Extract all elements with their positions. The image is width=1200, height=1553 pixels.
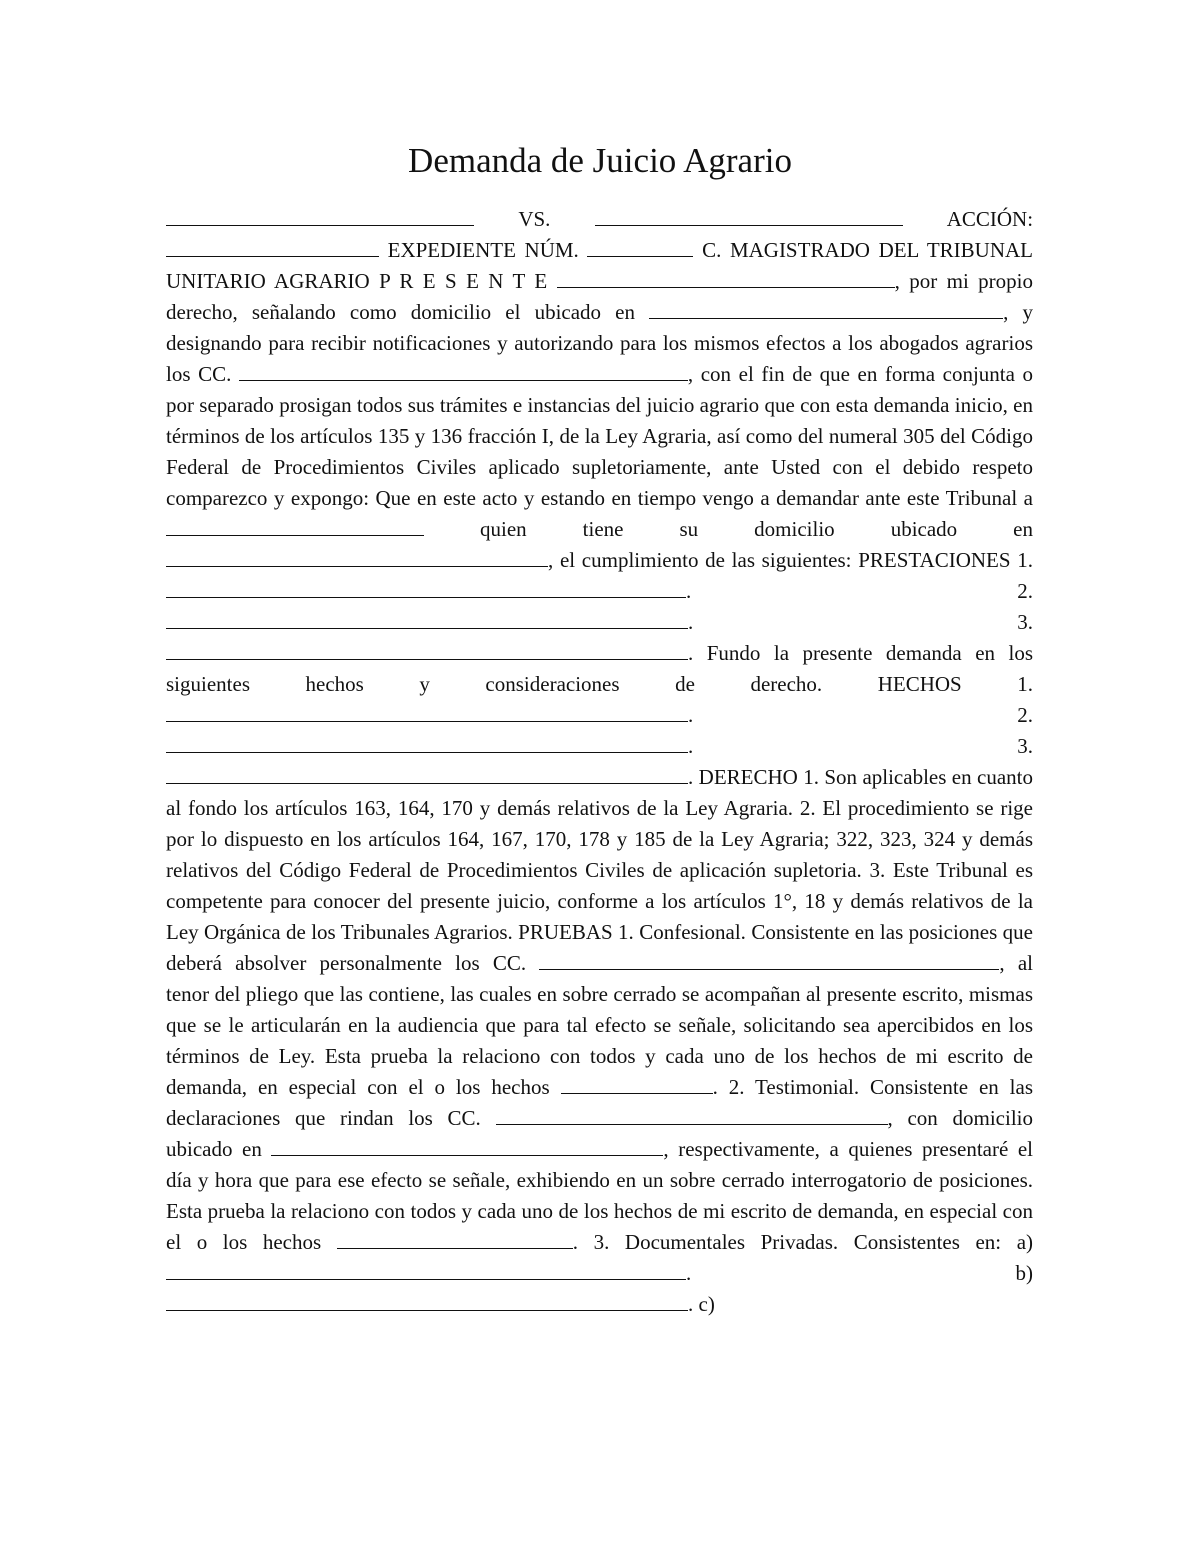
prestacion-number-2: 2. bbox=[1017, 579, 1033, 603]
text-cumplimiento: , el cumplimiento de las siguientes: PRESTACIONES bbox=[548, 548, 1011, 572]
text-accion: ACCIÓN: bbox=[946, 207, 1034, 231]
text-fundo: . Fundo la presente demanda en los siguientes hechos y consideraciones de derecho. HECHOS bbox=[166, 641, 1033, 696]
prestacion-number-3: 3. bbox=[1017, 610, 1033, 634]
text-period: . bbox=[688, 703, 694, 727]
blank-domicilio-testigos[interactable] bbox=[271, 1137, 663, 1156]
text-derecho-propio: por mi propio derecho, señalando como domicilio el ubicado en bbox=[166, 269, 1034, 324]
text-expediente: EXPEDIENTE NÚM. bbox=[387, 238, 579, 262]
blank-domicilio-actor[interactable] bbox=[649, 300, 1003, 319]
blank-confesional-hechos[interactable] bbox=[561, 1075, 713, 1094]
blank-prestacion-2[interactable] bbox=[166, 610, 688, 629]
text-con-domicilio: , con domicilio ubicado en bbox=[166, 1106, 1033, 1161]
blank-testigos[interactable] bbox=[496, 1106, 888, 1125]
blank-prestacion-3[interactable] bbox=[166, 641, 688, 660]
blank-demandado-header[interactable] bbox=[595, 207, 903, 226]
hecho-number-1: 1. bbox=[1017, 672, 1034, 696]
prestacion-number-1: 1. bbox=[1017, 548, 1034, 572]
hecho-number-3: 3. bbox=[1017, 734, 1033, 758]
blank-actor[interactable] bbox=[166, 207, 474, 226]
document-title: Demanda de Juicio Agrario bbox=[408, 141, 792, 180]
text-testimonial: . 2. Testimonial. Consistente en las declaraciones que rindan los CC. bbox=[166, 1075, 1034, 1130]
blank-prestacion-1[interactable] bbox=[166, 579, 686, 598]
blank-documental-b[interactable] bbox=[166, 1292, 688, 1311]
text-vs: VS. bbox=[518, 207, 551, 231]
blank-domicilio-demandado[interactable] bbox=[166, 548, 548, 567]
blank-testimonial-hechos[interactable] bbox=[337, 1230, 573, 1249]
text-respectivamente: , respectivamente, a quienes presentaré el día y hora que para ese efecto se señale, exhibiendo en un sobre cerrado interrogatorio de posiciones. Esta prueba la relaciono con todos y cada uno de los hechos de mi escrito de demanda, en especial con el o los hechos bbox=[166, 1137, 1034, 1254]
text-period: . bbox=[686, 579, 692, 603]
text-documentales: . 3. Documentales Privadas. Consistentes en: a) bbox=[572, 1230, 1034, 1254]
blank-documental-a[interactable] bbox=[166, 1261, 686, 1280]
blank-hecho-2[interactable] bbox=[166, 734, 688, 753]
text-period: . bbox=[688, 734, 694, 758]
document-body bbox=[166, 204, 1033, 1320]
blank-hecho-1[interactable] bbox=[166, 703, 688, 722]
blank-demandado[interactable] bbox=[166, 517, 424, 536]
text-c: . c) bbox=[688, 1292, 715, 1316]
text-comma: , bbox=[894, 269, 900, 293]
text-tenor-pliego: , al tenor del pliego que las contiene, las cuales en sobre cerrado se acompañan al presente escrito, mismas que se le articularán en la audiencia que para tal efecto se señale, solicitando sea apercibidos en los términos de Ley. Esta prueba la relaciono con todos y cada uno de los hechos de mi escrito de demanda, en especial con el o los hechos bbox=[166, 951, 1034, 1099]
blank-promovente[interactable] bbox=[557, 269, 895, 288]
text-quien-domicilio: quien tiene su domicilio ubicado en bbox=[480, 517, 1033, 541]
blank-confesional-cc[interactable] bbox=[539, 951, 999, 970]
text-designando: , y designando para recibir notificaciones y autorizando para los mismos efectos a los abogados agrarios los CC. bbox=[166, 300, 1034, 386]
blank-hecho-3[interactable] bbox=[166, 765, 688, 784]
blank-abogados[interactable] bbox=[239, 362, 688, 381]
blank-expediente[interactable] bbox=[587, 238, 693, 257]
hecho-number-2: 2. bbox=[1017, 703, 1033, 727]
text-magistrado: C. MAGISTRADO DEL TRIBUNAL UNITARIO AGRARIO P R E S E N T E bbox=[166, 238, 1034, 293]
text-b: . b) bbox=[686, 1261, 1033, 1285]
blank-accion[interactable] bbox=[166, 238, 379, 257]
text-fin-conjunta: , con el fin de que en forma conjunta o por separado prosigan todos sus trámites e instancias del juicio agrario que con esta demanda inicio, en términos de los artículos 135 y 136 fracción I, de la Ley Agraria, así como del numeral 305 del Código Federal de Procedimientos Civiles aplicado supletoriamente, ante Usted con el debido respeto comparezco y expongo: Que en este acto y estando en tiempo vengo a demandar ante este Tribunal a bbox=[166, 362, 1034, 510]
text-derecho: . DERECHO 1. Son aplicables en cuanto al fondo los artículos 163, 164, 170 y demás relativos de la Ley Agraria. 2. El procedimiento se rige por lo dispuesto en los artículos 164, 167, 170, 178 y 185 de la Ley Agraria; 322, 323, 324 y demás relativos del Código Federal de Procedimientos Civiles de aplicación supletoria. 3. Este Tribunal es competente para conocer del presente juicio, conforme a los artículos 1°, 18 y demás relativos de la Ley Orgánica de los Tribunales Agrarios. PRUEBAS 1. Confesional. Consistente en las posiciones que deberá absolver personalmente los CC. bbox=[166, 765, 1033, 975]
text-period: . bbox=[688, 610, 694, 634]
